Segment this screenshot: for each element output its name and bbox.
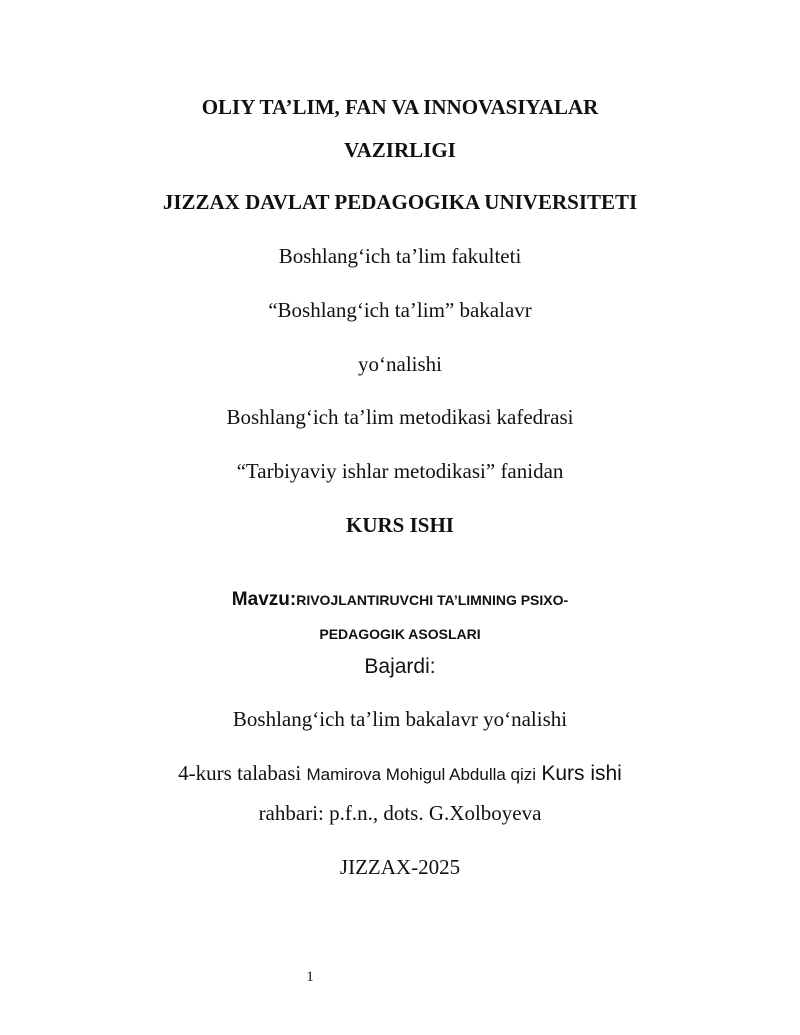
- subject-line: “Tarbiyaviy ishlar metodikasi” fanidan: [236, 459, 564, 483]
- topic-line2: [0, 620, 800, 645]
- university-name: JIZZAX DAVLAT PEDAGOGIKA UNIVERSITETI: [162, 190, 638, 214]
- topic-label: Mavzu:: [231, 589, 297, 610]
- supervisor-line: rahbari: p.f.n., dots. G.Xolboyeva: [258, 801, 542, 825]
- page-number: 1: [306, 969, 314, 985]
- program-line1: “Boshlang‘ich ta’lim” bakalavr: [268, 298, 532, 322]
- work-type-title: KURS ISHI: [346, 513, 454, 537]
- program-line2: yo‘nalishi: [358, 352, 442, 376]
- supervisor-prefix: Kurs ishi: [541, 762, 622, 785]
- topic-text-line1: RIVOJLANTIRUVCHI TA’LIMNING PSIXO-: [296, 592, 569, 608]
- topic-line1: [0, 586, 800, 612]
- student-prefix: 4-kurs talabasi: [178, 761, 302, 785]
- student-line: [0, 761, 800, 786]
- topic-text-line2: PEDAGOGIK ASOSLARI: [319, 626, 481, 642]
- ministry-title-line1: OLIY TA’LIM, FAN VA INNOVASIYALAR: [201, 95, 599, 119]
- student-name: Mamirova Mohigul Abdulla qizi: [306, 765, 537, 784]
- student-program: Boshlang‘ich ta’lim bakalavr yo‘nalishi: [232, 707, 568, 731]
- faculty-name: Boshlang‘ich ta’lim fakulteti: [278, 244, 522, 268]
- city-year: JIZZAX-2025: [339, 855, 461, 879]
- department-name: Boshlang‘ich ta’lim metodikasi kafedrasi: [226, 405, 574, 429]
- performed-label: Bajardi:: [364, 655, 436, 678]
- ministry-title-line2: VAZIRLIGI: [344, 138, 456, 162]
